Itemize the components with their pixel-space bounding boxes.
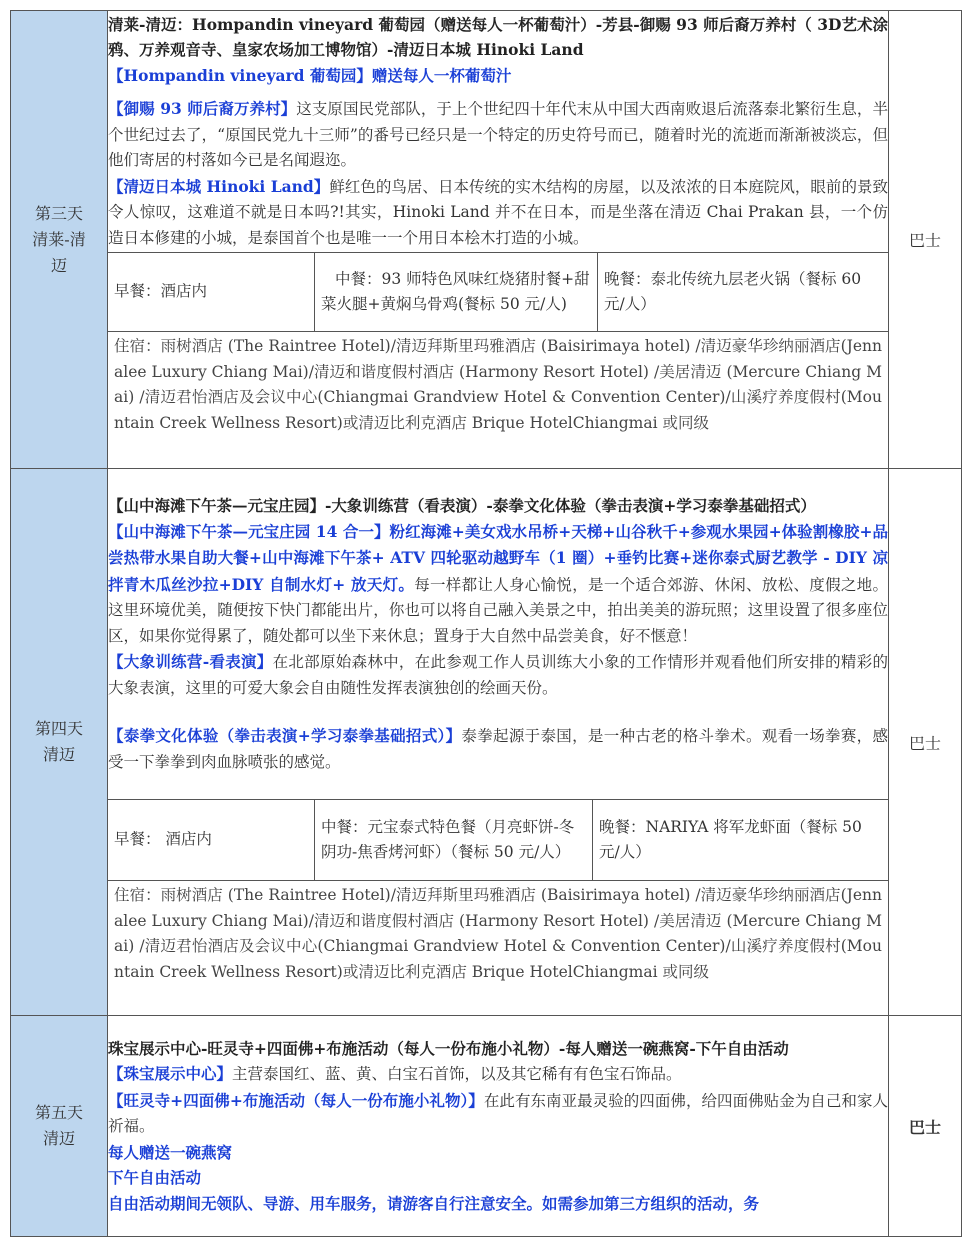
day5-label-cell (11, 1016, 108, 1237)
day3-village-text: 这支原国民党部队，于上个世纪四十年代末从中国大西南败退后流落泰北繁衍生息，半个世纪过去了，“原国民党九十三师”的番号已经只是一个特定的历史符号而已，随着时光的流逝而渐渐被淡忘，但他们寄居的村落如今已是名闻遐迩。 (108, 100, 888, 170)
day5-label-line1: 第五天 (34, 1103, 83, 1122)
day5-temple-paragraph (108, 1088, 888, 1140)
day3-meals-table (108, 253, 888, 331)
day4-boxing-title: 【泰拳文化体验（拳击表演+学习泰拳基础招式）】 (108, 726, 462, 745)
day3-vineyard-title: 【Hompandin vineyard 葡萄园】赠送每人一杯葡萄汁 (108, 65, 512, 85)
day4-elephant-title: 【大象训练营-看表演】 (108, 652, 273, 671)
day3-content-row (11, 11, 962, 253)
day5-jewelry-paragraph (108, 1061, 888, 1088)
day4-boxing-text: 泰拳起源于泰国，是一种古老的格斗拳术。观看一场拳赛，感受一下拳拳到肉血脉喷张的感觉。 (108, 727, 888, 771)
day4-label-line2: 清迈 (42, 745, 75, 764)
day4-stay-text: 住宿：雨树酒店 (The Raintree Hotel)/清迈拜斯里玛雅酒店 (Baisirimaya hotel) /清迈豪华珍纳丽酒店(Jennalee Luxury Chiang Mai)/清迈和谐度假村酒店 (Harmony Resort Hotel) /美居清迈 (Mercure Chiang Mai) /清迈君怡酒店及会议中心(Chiangmai Grandview Hotel & Convention Center)/山溪疗养度假村(Mountain Creek Wellness Resort)或清迈比利克酒店 Brique HotelChiangmai 或同级 (114, 886, 882, 981)
day3-meals-cell (108, 253, 889, 332)
day3-hinoki-text: 鲜红色的鸟居、日本传统的实木结构的房屋，以及浓浓的日本庭院风，眼前的景致令人惊叹，这难道不就是日本吗?!其实，Hinoki Land 并不在日本，而是坐落在清迈 Chai Prakan 县，一个仿造日本修建的小城，是泰国首个也是唯一一个用日本桧木打造的小城。 (108, 177, 888, 247)
day3-stay-text: 住宿：雨树酒店 (The Raintree Hotel)/清迈拜斯里玛雅酒店 (Baisirimaya hotel) /清迈豪华珍纳丽酒店(Jennalee Luxury Chiang Mai)/清迈和谐度假村酒店 (Harmony Resort Hotel) /美居清迈 (Mercure Chiang Mai) /清迈君怡酒店及会议中心(Chiangmai Grandview Hotel & Convention Center)/山溪疗养度假村(Mountain Creek Wellness Resort)或清迈比利克酒店 Brique HotelChiangmai 或同级 (114, 337, 882, 432)
day5-temple-text: 在此有东南亚最灵验的四面佛，给四面佛贴金为自己和家人祈福。 (108, 1091, 888, 1136)
day3-dinner: 晚餐：泰北传统九层老火锅（餐标 60 元/人） (604, 269, 862, 313)
day5-route-title: 珠宝展示中心-旺灵寺+四面佛+布施活动（每人一份布施小礼物）-每人赠送一碗燕窝-下午自由活动 (108, 1038, 789, 1058)
day3-stay-row (11, 332, 962, 469)
day3-description-cell (108, 11, 889, 253)
day5-transport-cell: 巴士 (889, 1016, 962, 1237)
day3-meals-row (11, 253, 962, 332)
day3-label-cell (11, 11, 108, 469)
day3-village-title: 【御赐 93 师后裔万养村】 (108, 99, 297, 119)
day4-transport-cell: 巴士 (889, 469, 962, 1016)
day4-dinner: 晚餐：NARIYA 将军龙虾面（餐标 50 元/人） (599, 817, 862, 861)
day5-free-time-line: 下午自由活动 (108, 1168, 202, 1188)
day4-elephant-text: 在北部原始森林中，在此参观工作人员训练大小象的工作情形并观看他们所安排的精彩的大象表演，这里的可爱大象会自由随性发挥表演独创的绘画天份。 (108, 653, 888, 697)
day3-breakfast: 早餐：酒店内 (108, 253, 315, 331)
day5-birdnest-line: 每人赠送一碗燕窝 (108, 1142, 233, 1162)
day5-label-line2: 清迈 (42, 1129, 75, 1148)
day3-label-line1: 第三天 (34, 203, 83, 223)
day3-route-title: 清莱-清迈：Hompandin vineyard 葡萄园（赠送每人一杯葡萄汁）-芳县-御赐 93 师后裔万养村（ 3D艺术涂鸦、万养观音寺、皇家农场加工博物馆）-清迈日本城 Hinoki Land (108, 14, 888, 60)
day4-lunch: 中餐：元宝泰式特色餐（月亮虾饼-冬阴功-焦香烤河虾）（餐标 50 元/人） (315, 800, 593, 880)
day4-meals-cell (108, 800, 889, 881)
day4-route-title: 【山中海滩下午茶—元宝庄园】-大象训练营（看表演）-泰拳文化体验（拳击表演+学习泰拳基础招式） (108, 496, 816, 515)
day4-stay-cell (108, 881, 889, 1016)
day4-estate-title: 【山中海滩下午茶—元宝庄园 14 合一】粉红海滩+美女戏水吊桥+天梯+山谷秋千+参观水果园+体验割橡胶+品尝热带水果自助大餐+山中海滩下午茶+ ATV 四轮驱动越野车（1 圈）+垂钓比赛+迷你泰式厨艺教学 - DIY 凉拌青木瓜丝沙拉+DIY 自制水灯+ 放天灯。 (108, 521, 888, 594)
day4-meals-table (108, 800, 888, 880)
day5-content-row (11, 1016, 962, 1237)
day4-estate-paragraph (108, 519, 888, 650)
day3-hinoki-title: 【清迈日本城 Hinoki Land】 (108, 176, 330, 196)
day4-breakfast: 早餐： 酒店内 (108, 800, 315, 880)
day4-boxing-paragraph (108, 723, 888, 775)
day5-notice-line: 自由活动期间无领队、导游、用车服务，请游客自行注意安全。如需参加第三方组织的活动，务 (108, 1193, 760, 1213)
day3-label-line2: 清莱-清 (32, 229, 86, 249)
day4-label-line1: 第四天 (34, 719, 83, 738)
day3-village-paragraph (108, 96, 888, 174)
day4-label-cell (11, 469, 108, 1016)
day5-jewelry-text: 主营泰国红、蓝、黄、白宝石首饰，以及其它稀有有色宝石饰品。 (232, 1065, 682, 1084)
day3-hinoki-paragraph (108, 174, 888, 252)
day4-meals-row (11, 800, 962, 881)
day5-temple-title: 【旺灵寺+四面佛+布施活动（每人一份布施小礼物）】 (108, 1090, 484, 1110)
day4-content-row (11, 469, 962, 800)
day5-jewelry-title: 【珠宝展示中心】 (108, 1064, 233, 1084)
day3-stay-cell (108, 332, 889, 469)
day4-description-cell (108, 469, 889, 800)
day4-estate-text: 每一样都让人身心愉悦，是一个适合郊游、休闲、放松、度假之地。这里环境优美，随便按下快门都能出片，你也可以将自己融入美景之中，拍出美美的游玩照；这里设置了很多座位区，如果你觉得累了，随处都可以坐下来休息；置身于大自然中品尝美食，好不惬意！ (108, 575, 888, 645)
day5-description-cell (108, 1016, 889, 1237)
day4-stay-row (11, 881, 962, 1016)
itinerary-table (10, 10, 962, 1237)
day3-lunch: 中餐：93 师特色风味红烧猪肘餐+甜菜火腿+黄焖乌骨鸡(餐标 50 元/人) (315, 253, 598, 331)
day3-transport-cell: 巴士 (889, 11, 962, 469)
day4-elephant-paragraph (108, 649, 888, 701)
day3-label-line3: 迈 (50, 255, 67, 275)
